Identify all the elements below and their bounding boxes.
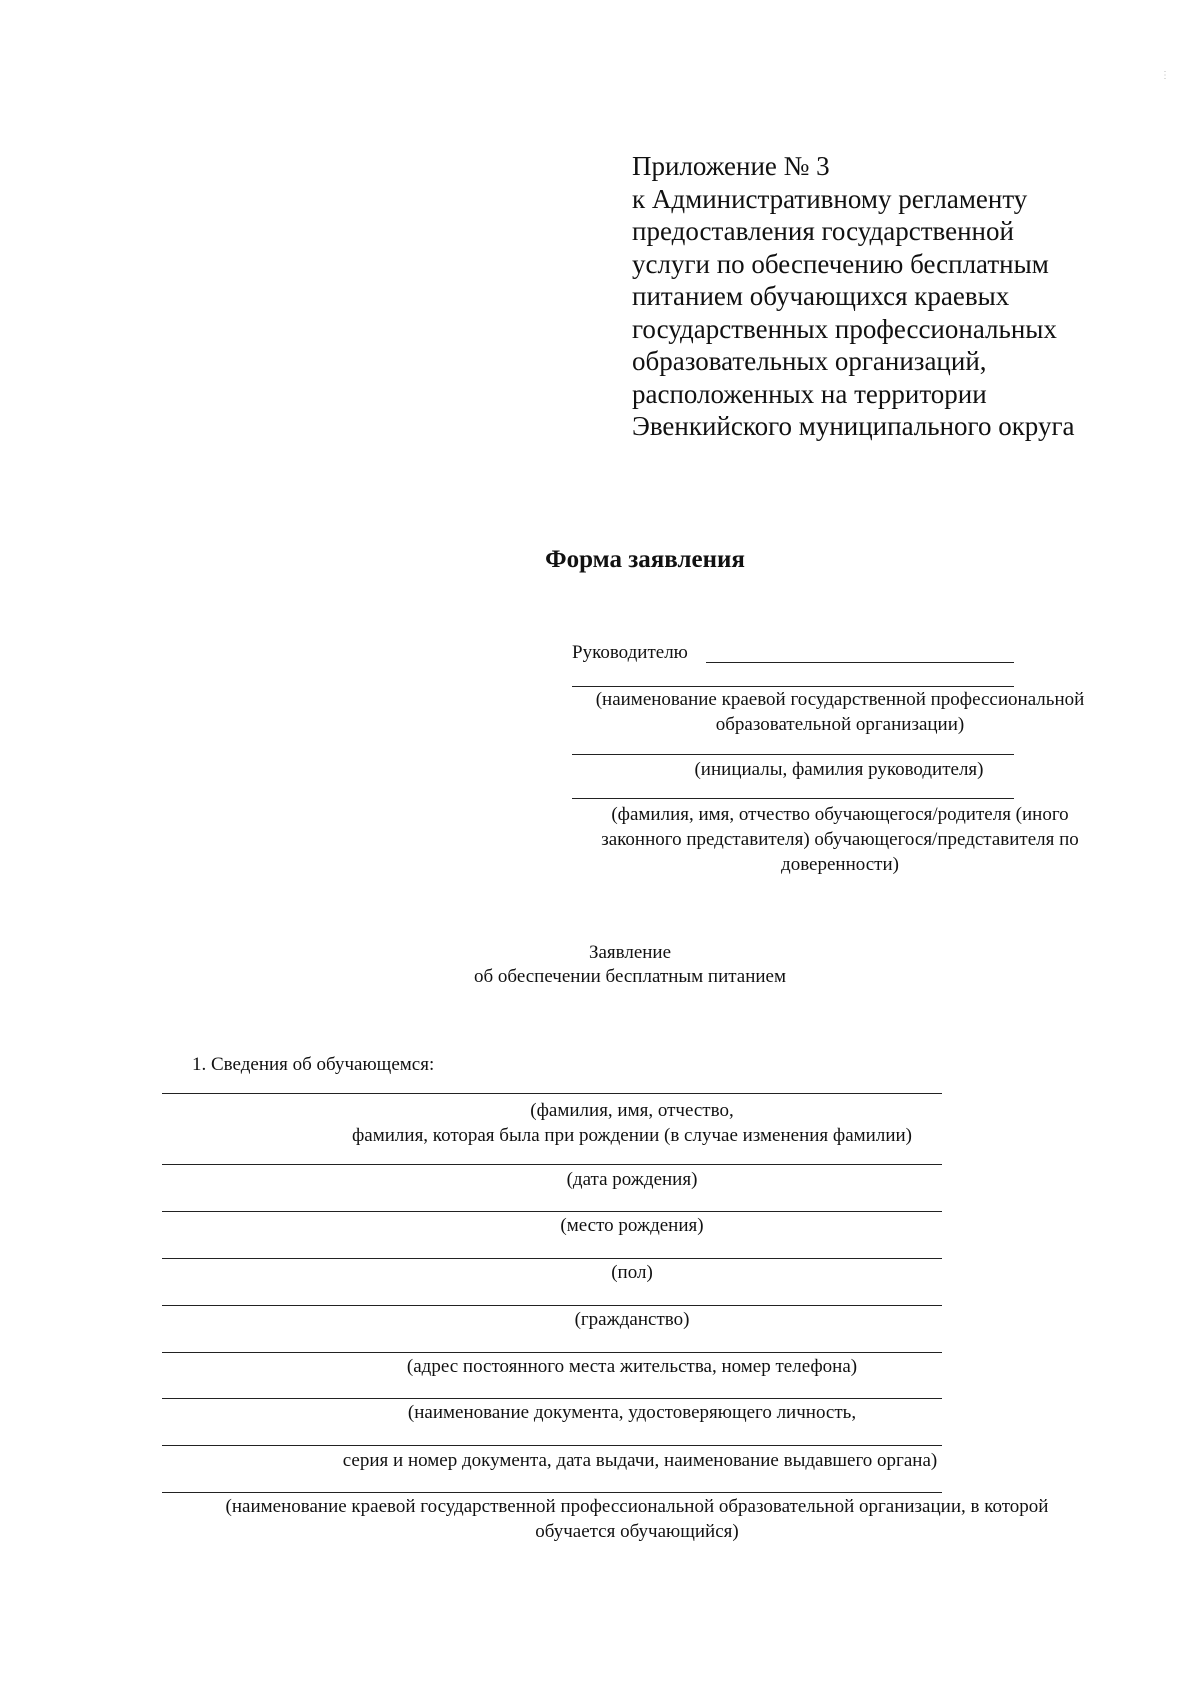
applicant-field[interactable] [572,798,1014,799]
statement-title: Заявление [588,942,672,963]
id-doc-name-caption: (наименование документа, удостоверяющего личность, [407,1402,857,1423]
fio-field[interactable] [162,1093,942,1094]
sex-field[interactable] [162,1258,942,1259]
appendix-line: предоставления государственной [632,216,1014,246]
appendix-line: услуги по обеспечению бесплатным [632,248,1049,279]
addressee-org-caption [560,687,1120,737]
appendix-line: расположенных на территории [632,378,987,409]
caption-line: доверенности) [781,854,899,875]
caption-line: образовательной организации) [715,714,965,735]
statement-subtitle: об обеспечении бесплатным питанием [474,966,786,987]
caption-line: (наименование краевой государственной профессиональной образовательной организации, в которой [225,1496,1049,1517]
caption-line: (фамилия, имя, отчество обучающегося/родителя (иного [611,804,1069,825]
school-field[interactable] [162,1492,942,1493]
appendix-line: Эвенкийского муниципального округа [632,411,1075,441]
scan-mark: ⋮ [1160,70,1170,81]
id-doc-name-field[interactable] [162,1398,942,1399]
form-title: Форма заявления [545,546,745,573]
sex-caption: (пол) [611,1262,653,1283]
address-caption: (адрес постоянного места жительства, номер телефона) [406,1356,858,1377]
addressee-label: Руководителю [572,642,688,663]
citizenship-field[interactable] [162,1305,942,1306]
appendix-line: к Административному регламенту [632,183,1028,214]
id-doc-details-field[interactable] [162,1445,942,1446]
birth-place-field[interactable] [162,1211,942,1212]
caption-line: фамилия, которая была при рождении (в случае изменения фамилии) [351,1125,912,1146]
caption-line: обучается обучающийся) [535,1521,739,1542]
addressee-head-name-field[interactable] [572,754,1014,755]
birth-date-caption: (дата рождения) [566,1169,698,1190]
birth-date-field[interactable] [162,1164,942,1165]
applicant-caption [560,802,1120,877]
addressee-head-caption: (инициалы, фамилия руководителя) [694,759,984,780]
section1-heading: 1. Сведения об обучающемся: [192,1054,435,1075]
caption-line: (фамилия, имя, отчество, [530,1100,734,1121]
citizenship-caption: (гражданство) [574,1309,690,1330]
appendix-block [632,150,1172,443]
appendix-line: образовательных организаций, [632,346,987,376]
caption-line: (наименование краевой государственной профессиональной [595,689,1085,710]
birth-place-caption: (место рождения) [560,1215,704,1236]
fio-caption [292,1098,972,1148]
school-caption [172,1494,1102,1544]
address-field[interactable] [162,1352,942,1353]
appendix-line: питанием обучающихся краевых [632,281,1010,311]
id-doc-details-caption: серия и номер документа, дата выдачи, наименование выдавшего органа) [342,1450,938,1471]
appendix-line: государственных профессиональных [632,313,1057,344]
addressee-head-field[interactable] [706,662,1014,663]
caption-line: законного представителя) обучающегося/представителя по [601,829,1079,850]
appendix-line: Приложение № 3 [632,151,830,181]
